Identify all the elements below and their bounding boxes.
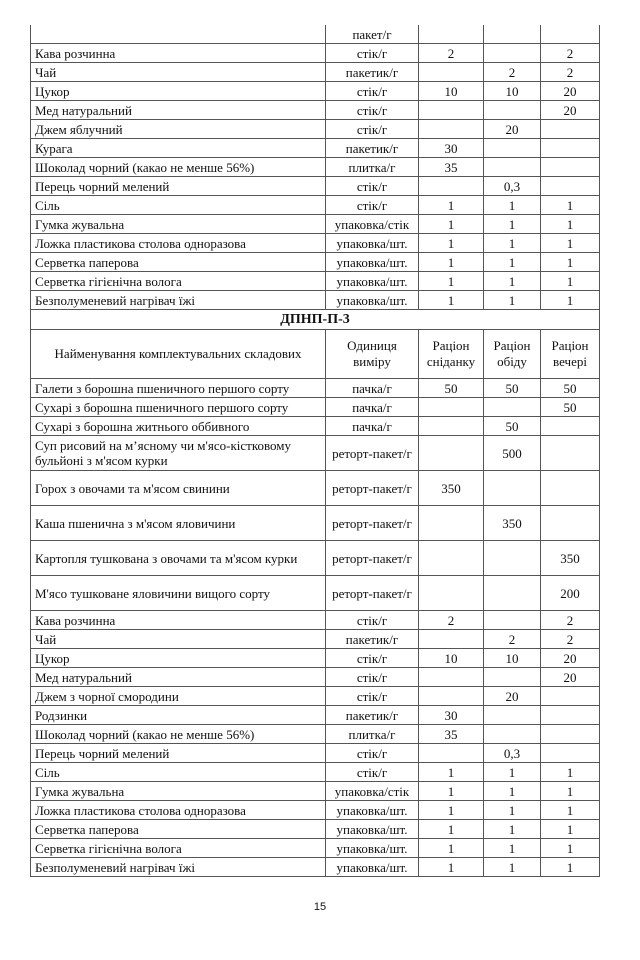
table-row <box>31 158 600 177</box>
breakfast-qty: 1 <box>419 858 484 877</box>
lunch-qty: 1 <box>484 858 541 877</box>
lunch-qty: 20 <box>484 687 541 706</box>
dinner-qty <box>541 706 600 725</box>
breakfast-qty: 35 <box>419 725 484 744</box>
lunch-qty: 1 <box>484 253 541 272</box>
table-row <box>31 291 600 310</box>
lunch-qty: 0,3 <box>484 744 541 763</box>
breakfast-qty: 1 <box>419 839 484 858</box>
breakfast-qty: 50 <box>419 379 484 398</box>
item-unit: реторт-пакет/г <box>326 436 419 471</box>
dinner-qty: 1 <box>541 234 600 253</box>
item-unit: реторт-пакет/г <box>326 541 419 576</box>
item-unit: пакетик/г <box>326 630 419 649</box>
item-name: Курага <box>31 139 326 158</box>
lunch-qty <box>484 471 541 506</box>
dinner-qty: 2 <box>541 630 600 649</box>
item-name: Серветка паперова <box>31 820 326 839</box>
lunch-qty: 1 <box>484 801 541 820</box>
section-title-row <box>31 310 600 330</box>
dinner-qty <box>541 25 600 44</box>
dinner-qty: 1 <box>541 272 600 291</box>
item-unit: стік/г <box>326 120 419 139</box>
dinner-qty <box>541 471 600 506</box>
breakfast-qty: 10 <box>419 649 484 668</box>
lunch-qty: 1 <box>484 839 541 858</box>
item-unit: стік/г <box>326 82 419 101</box>
table-row <box>31 858 600 877</box>
breakfast-qty: 1 <box>419 782 484 801</box>
breakfast-qty: 1 <box>419 272 484 291</box>
lunch-qty: 1 <box>484 763 541 782</box>
table-row <box>31 668 600 687</box>
table-row <box>31 725 600 744</box>
dinner-qty <box>541 725 600 744</box>
table-row <box>31 417 600 436</box>
breakfast-qty: 350 <box>419 471 484 506</box>
item-name: Чай <box>31 63 326 82</box>
item-unit: стік/г <box>326 649 419 668</box>
lunch-qty: 20 <box>484 120 541 139</box>
table-row <box>31 272 600 291</box>
item-name: Безполуменевий нагрівач їжі <box>31 291 326 310</box>
breakfast-qty <box>419 101 484 120</box>
item-unit: пакетик/г <box>326 139 419 158</box>
item-unit: упаковка/шт. <box>326 801 419 820</box>
item-name: Горох з овочами та м'ясом свинини <box>31 471 326 506</box>
item-unit: пакет/г <box>326 25 419 44</box>
breakfast-qty: 1 <box>419 253 484 272</box>
item-name: Шоколад чорний (какао не менше 56%) <box>31 725 326 744</box>
table-row <box>31 506 600 541</box>
dinner-qty: 1 <box>541 253 600 272</box>
table-row <box>31 44 600 63</box>
item-name: Сіль <box>31 763 326 782</box>
item-unit: упаковка/шт. <box>326 839 419 858</box>
lunch-qty <box>484 398 541 417</box>
item-unit: упаковка/стік <box>326 215 419 234</box>
dinner-qty: 2 <box>541 63 600 82</box>
dinner-qty <box>541 687 600 706</box>
table-row <box>31 82 600 101</box>
table-row <box>31 379 600 398</box>
item-name: Суп рисовий на м’ясному чи м'ясо-кістковому бульйоні з м'ясом курки <box>31 436 326 471</box>
item-name: Картопля тушкована з овочами та м'ясом курки <box>31 541 326 576</box>
item-name: Цукор <box>31 649 326 668</box>
lunch-qty <box>484 541 541 576</box>
lunch-qty: 1 <box>484 272 541 291</box>
item-name: Мед натуральний <box>31 668 326 687</box>
dinner-qty: 50 <box>541 379 600 398</box>
item-name: Джем з чорної смородини <box>31 687 326 706</box>
table-row <box>31 611 600 630</box>
lunch-qty: 50 <box>484 379 541 398</box>
breakfast-qty <box>419 417 484 436</box>
item-unit: реторт-пакет/г <box>326 576 419 611</box>
header-unit: Одиниця виміру <box>326 330 419 379</box>
breakfast-qty <box>419 576 484 611</box>
lunch-qty: 50 <box>484 417 541 436</box>
breakfast-qty <box>419 436 484 471</box>
table-row <box>31 196 600 215</box>
breakfast-qty <box>419 541 484 576</box>
item-unit: стік/г <box>326 196 419 215</box>
breakfast-qty <box>419 506 484 541</box>
item-unit: упаковка/шт. <box>326 272 419 291</box>
table-row <box>31 763 600 782</box>
dinner-qty: 1 <box>541 763 600 782</box>
dinner-qty <box>541 506 600 541</box>
lunch-qty <box>484 44 541 63</box>
table-row <box>31 139 600 158</box>
table-row <box>31 801 600 820</box>
dinner-qty <box>541 417 600 436</box>
dinner-qty: 50 <box>541 398 600 417</box>
table-row <box>31 649 600 668</box>
dinner-qty: 20 <box>541 101 600 120</box>
table-row <box>31 839 600 858</box>
item-unit: упаковка/стік <box>326 782 419 801</box>
lunch-qty <box>484 139 541 158</box>
dinner-qty <box>541 158 600 177</box>
lunch-qty: 2 <box>484 63 541 82</box>
lunch-qty <box>484 576 541 611</box>
dinner-qty: 20 <box>541 649 600 668</box>
dinner-qty: 2 <box>541 44 600 63</box>
dinner-qty: 2 <box>541 611 600 630</box>
page-number: 15 <box>313 901 327 913</box>
breakfast-qty <box>419 25 484 44</box>
item-unit: пакетик/г <box>326 706 419 725</box>
dinner-qty: 1 <box>541 196 600 215</box>
lunch-qty: 1 <box>484 291 541 310</box>
table-row <box>31 630 600 649</box>
dinner-qty: 1 <box>541 291 600 310</box>
lunch-qty: 500 <box>484 436 541 471</box>
item-unit: упаковка/шт. <box>326 253 419 272</box>
item-name: Родзинки <box>31 706 326 725</box>
item-unit: стік/г <box>326 763 419 782</box>
item-unit: стік/г <box>326 744 419 763</box>
item-name: Серветка паперова <box>31 253 326 272</box>
lunch-qty: 1 <box>484 215 541 234</box>
lunch-qty: 1 <box>484 820 541 839</box>
breakfast-qty: 2 <box>419 44 484 63</box>
breakfast-qty: 2 <box>419 611 484 630</box>
item-name: Сіль <box>31 196 326 215</box>
lunch-qty <box>484 158 541 177</box>
lunch-qty <box>484 25 541 44</box>
item-name: Сухарі з борошна житнього оббивного <box>31 417 326 436</box>
item-unit: упаковка/шт. <box>326 820 419 839</box>
table-row <box>31 576 600 611</box>
item-name: Ложка пластикова столова одноразова <box>31 234 326 253</box>
table-row <box>31 471 600 506</box>
ration-table <box>30 25 600 877</box>
breakfast-qty: 1 <box>419 763 484 782</box>
header-name: Найменування комплектувальних складових <box>31 330 326 379</box>
breakfast-qty <box>419 668 484 687</box>
item-unit: плитка/г <box>326 725 419 744</box>
item-unit: пачка/г <box>326 398 419 417</box>
lunch-qty <box>484 706 541 725</box>
item-unit: стік/г <box>326 177 419 196</box>
header-dinner: Раціон вечері <box>541 330 600 379</box>
table-row <box>31 706 600 725</box>
item-unit: стік/г <box>326 668 419 687</box>
breakfast-qty: 30 <box>419 139 484 158</box>
dinner-qty: 200 <box>541 576 600 611</box>
table-row <box>31 63 600 82</box>
dinner-qty: 350 <box>541 541 600 576</box>
header-row <box>31 330 600 379</box>
dinner-qty: 20 <box>541 668 600 687</box>
item-name: Шоколад чорний (какао не менше 56%) <box>31 158 326 177</box>
lunch-qty: 1 <box>484 196 541 215</box>
item-unit: пачка/г <box>326 417 419 436</box>
dinner-qty: 1 <box>541 801 600 820</box>
dinner-qty: 1 <box>541 820 600 839</box>
item-name: Галети з борошна пшеничного першого сорту <box>31 379 326 398</box>
table-row <box>31 820 600 839</box>
item-unit: упаковка/шт. <box>326 858 419 877</box>
item-name: Перець чорний мелений <box>31 177 326 196</box>
breakfast-qty <box>419 687 484 706</box>
item-name: Гумка жувальна <box>31 782 326 801</box>
item-name: Гумка жувальна <box>31 215 326 234</box>
breakfast-qty: 1 <box>419 820 484 839</box>
lunch-qty: 350 <box>484 506 541 541</box>
table-row <box>31 541 600 576</box>
dinner-qty <box>541 744 600 763</box>
breakfast-qty <box>419 120 484 139</box>
item-name: М'ясо тушковане яловичини вищого сорту <box>31 576 326 611</box>
table-row <box>31 253 600 272</box>
breakfast-qty: 10 <box>419 82 484 101</box>
table-row <box>31 687 600 706</box>
item-name: Каша пшенична з м'ясом яловичини <box>31 506 326 541</box>
item-name: Сухарі з борошна пшеничного першого сорту <box>31 398 326 417</box>
item-unit: пакетик/г <box>326 63 419 82</box>
breakfast-qty: 30 <box>419 706 484 725</box>
item-name: Джем яблучний <box>31 120 326 139</box>
table-row <box>31 782 600 801</box>
item-unit: реторт-пакет/г <box>326 471 419 506</box>
table-row <box>31 25 600 44</box>
lunch-qty: 1 <box>484 234 541 253</box>
item-unit: упаковка/шт. <box>326 291 419 310</box>
breakfast-qty <box>419 398 484 417</box>
item-name <box>31 25 326 44</box>
breakfast-qty: 1 <box>419 215 484 234</box>
lunch-qty: 10 <box>484 82 541 101</box>
item-name: Кава розчинна <box>31 44 326 63</box>
lunch-qty: 10 <box>484 649 541 668</box>
table-row <box>31 215 600 234</box>
item-unit: стік/г <box>326 44 419 63</box>
item-name: Чай <box>31 630 326 649</box>
item-unit: упаковка/шт. <box>326 234 419 253</box>
item-unit: стік/г <box>326 101 419 120</box>
breakfast-qty: 1 <box>419 196 484 215</box>
dinner-qty <box>541 139 600 158</box>
dinner-qty: 20 <box>541 82 600 101</box>
breakfast-qty: 1 <box>419 801 484 820</box>
lunch-qty: 0,3 <box>484 177 541 196</box>
breakfast-qty: 1 <box>419 291 484 310</box>
item-unit: пачка/г <box>326 379 419 398</box>
table-row <box>31 120 600 139</box>
table-row <box>31 101 600 120</box>
breakfast-qty <box>419 63 484 82</box>
table-row <box>31 234 600 253</box>
lunch-qty <box>484 611 541 630</box>
item-name: Цукор <box>31 82 326 101</box>
item-unit: плитка/г <box>326 158 419 177</box>
header-breakfast: Раціон сніданку <box>419 330 484 379</box>
dinner-qty: 1 <box>541 839 600 858</box>
breakfast-qty <box>419 630 484 649</box>
item-name: Безполуменевий нагрівач їжі <box>31 858 326 877</box>
lunch-qty <box>484 668 541 687</box>
table-row <box>31 744 600 763</box>
breakfast-qty <box>419 177 484 196</box>
item-name: Мед натуральний <box>31 101 326 120</box>
dinner-qty <box>541 436 600 471</box>
dinner-qty <box>541 177 600 196</box>
table-row <box>31 177 600 196</box>
lunch-qty: 1 <box>484 782 541 801</box>
dinner-qty: 1 <box>541 215 600 234</box>
breakfast-qty <box>419 744 484 763</box>
breakfast-qty: 1 <box>419 234 484 253</box>
table-row <box>31 398 600 417</box>
dinner-qty: 1 <box>541 782 600 801</box>
item-unit: стік/г <box>326 687 419 706</box>
item-name: Перець чорний мелений <box>31 744 326 763</box>
item-name: Кава розчинна <box>31 611 326 630</box>
section-title: ДПНП-П-3 <box>31 310 600 330</box>
header-lunch: Раціон обіду <box>484 330 541 379</box>
lunch-qty <box>484 101 541 120</box>
lunch-qty <box>484 725 541 744</box>
item-name: Серветка гігієнічна волога <box>31 839 326 858</box>
breakfast-qty: 35 <box>419 158 484 177</box>
item-name: Ложка пластикова столова одноразова <box>31 801 326 820</box>
table-row <box>31 436 600 471</box>
item-name: Серветка гігієнічна волога <box>31 272 326 291</box>
dinner-qty <box>541 120 600 139</box>
item-unit: реторт-пакет/г <box>326 506 419 541</box>
lunch-qty: 2 <box>484 630 541 649</box>
item-unit: стік/г <box>326 611 419 630</box>
dinner-qty: 1 <box>541 858 600 877</box>
